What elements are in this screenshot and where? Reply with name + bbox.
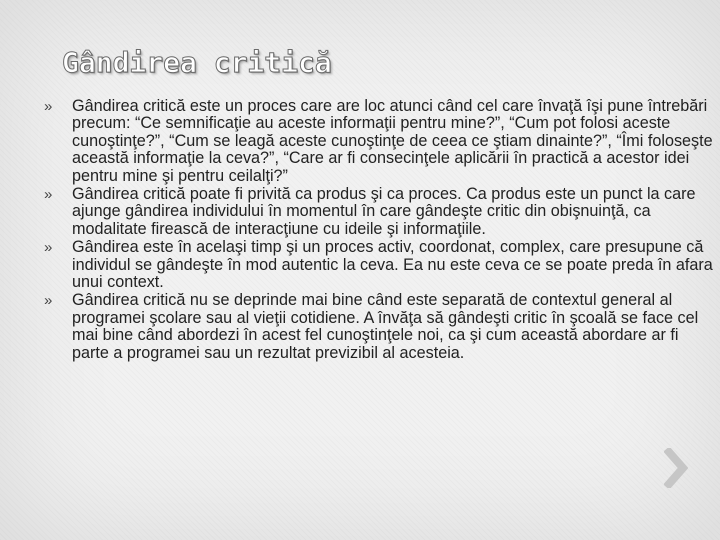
- bullet-marker: »: [44, 239, 53, 257]
- chevron-right-icon: [664, 448, 688, 488]
- bullet-text: Gândirea este în acelaşi timp şi un proces activ, coordonat, complex, care presupune că individul se gândeşte în mod autentic la ceva. Ea nu este ceva ce se poate preda în afara unui context.: [72, 238, 713, 292]
- chevron-shape: [669, 452, 683, 484]
- bullet-text: Gândirea critică nu se deprinde mai bine când este separată de contextul general al programei şcolare sau al vieţii cotidiene. A învăţa să gândeşti critic în şcoală se face cel mai bine când abordezi în acest fel cunoştinţele noi, ca şi cum această abordare ar fi parte a programei sau un rezultat previzibil al acesteia.: [72, 291, 699, 362]
- bullet-item: [44, 239, 716, 291]
- bullet-marker: »: [44, 98, 53, 115]
- bullet-item: [44, 186, 716, 238]
- bullet-list: [44, 98, 716, 363]
- bullet-item: [44, 292, 716, 362]
- bullet-text: Gândirea critică poate fi privită ca produs şi ca proces. Ca produs este un punct la care ajunge gândirea individului în momentul în care gândeşte critic din obişnuinţă, ca modalitate firească de interacţiune cu ideile şi informaţiile.: [72, 185, 696, 238]
- bullet-item: [44, 98, 716, 185]
- slide-title: Gândirea critică: [62, 46, 332, 79]
- bullet-marker: »: [44, 292, 53, 310]
- next-slide-button[interactable]: [664, 448, 688, 488]
- bullet-text: Gândirea critică este un proces care are loc atunci când cel care învaţă îşi pune întrebări precum: “Ce semnificaţie au aceste informaţii pentru mine?”, “Cum pot folosi aceste cunoştinţe?”, “Cum se leagă aceste cunoştinţe de ceea ce ştiam dinainte?”, “Îmi foloseşte această informaţie la ceva?”, “Care ar fi consecinţele aplicării în practică a acestor idei pentru mine şi pentru ceilalţi?”: [72, 97, 713, 185]
- bullet-marker: »: [44, 186, 53, 204]
